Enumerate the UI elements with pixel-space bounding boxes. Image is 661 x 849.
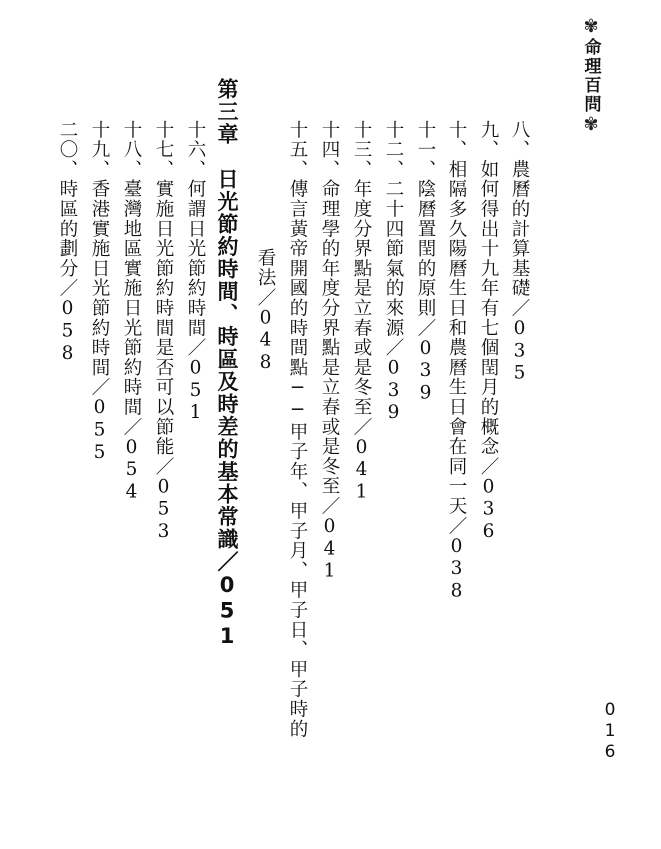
toc-entry: 十八、臺灣地區實施日光節約時間／054 <box>121 120 142 504</box>
chapter-heading: 第三章 日光節約時間、時區及時差的基本常識／051 <box>215 78 239 650</box>
toc-entry: 九、如何得出十九年有七個閏月的概念／036 <box>478 120 499 544</box>
page-number: 016 <box>600 700 620 763</box>
flower-ornament-icon: ✾ <box>583 114 599 135</box>
toc-entry: 十一、陰曆置閏的原則／039 <box>415 120 436 405</box>
toc-entry: 十四、命理學的年度分界點是立春或是冬至／041 <box>319 120 340 583</box>
toc-entry: 十五、傳言黃帝開國的時間點──甲子年、甲子月、甲子日、甲子時的 <box>287 120 308 739</box>
toc-entry: 二〇、時區的劃分／058 <box>57 120 78 366</box>
toc-entry: 十、相隔多久陽曆生日和農曆生日會在同一天／038 <box>446 120 467 603</box>
toc-entry: 十六、何謂日光節約時間／051 <box>185 120 206 425</box>
toc-entry: 十九、香港實施日光節約時間／055 <box>89 120 110 465</box>
flower-ornament-icon: ✾ <box>583 16 599 37</box>
toc-entry: 八、農曆的計算基礎／035 <box>509 120 530 385</box>
toc-entry: 十七、實施日光節約時間是否可以節能／053 <box>153 120 174 544</box>
toc-entry-continuation: 看法／048 <box>255 248 276 375</box>
running-header <box>575 18 607 134</box>
toc-entry: 十三、年度分界點是立春或是冬至／041 <box>351 120 372 504</box>
book-title: 命理百問 <box>580 38 601 114</box>
toc-entry: 十二、二十四節氣的來源／039 <box>383 120 404 425</box>
